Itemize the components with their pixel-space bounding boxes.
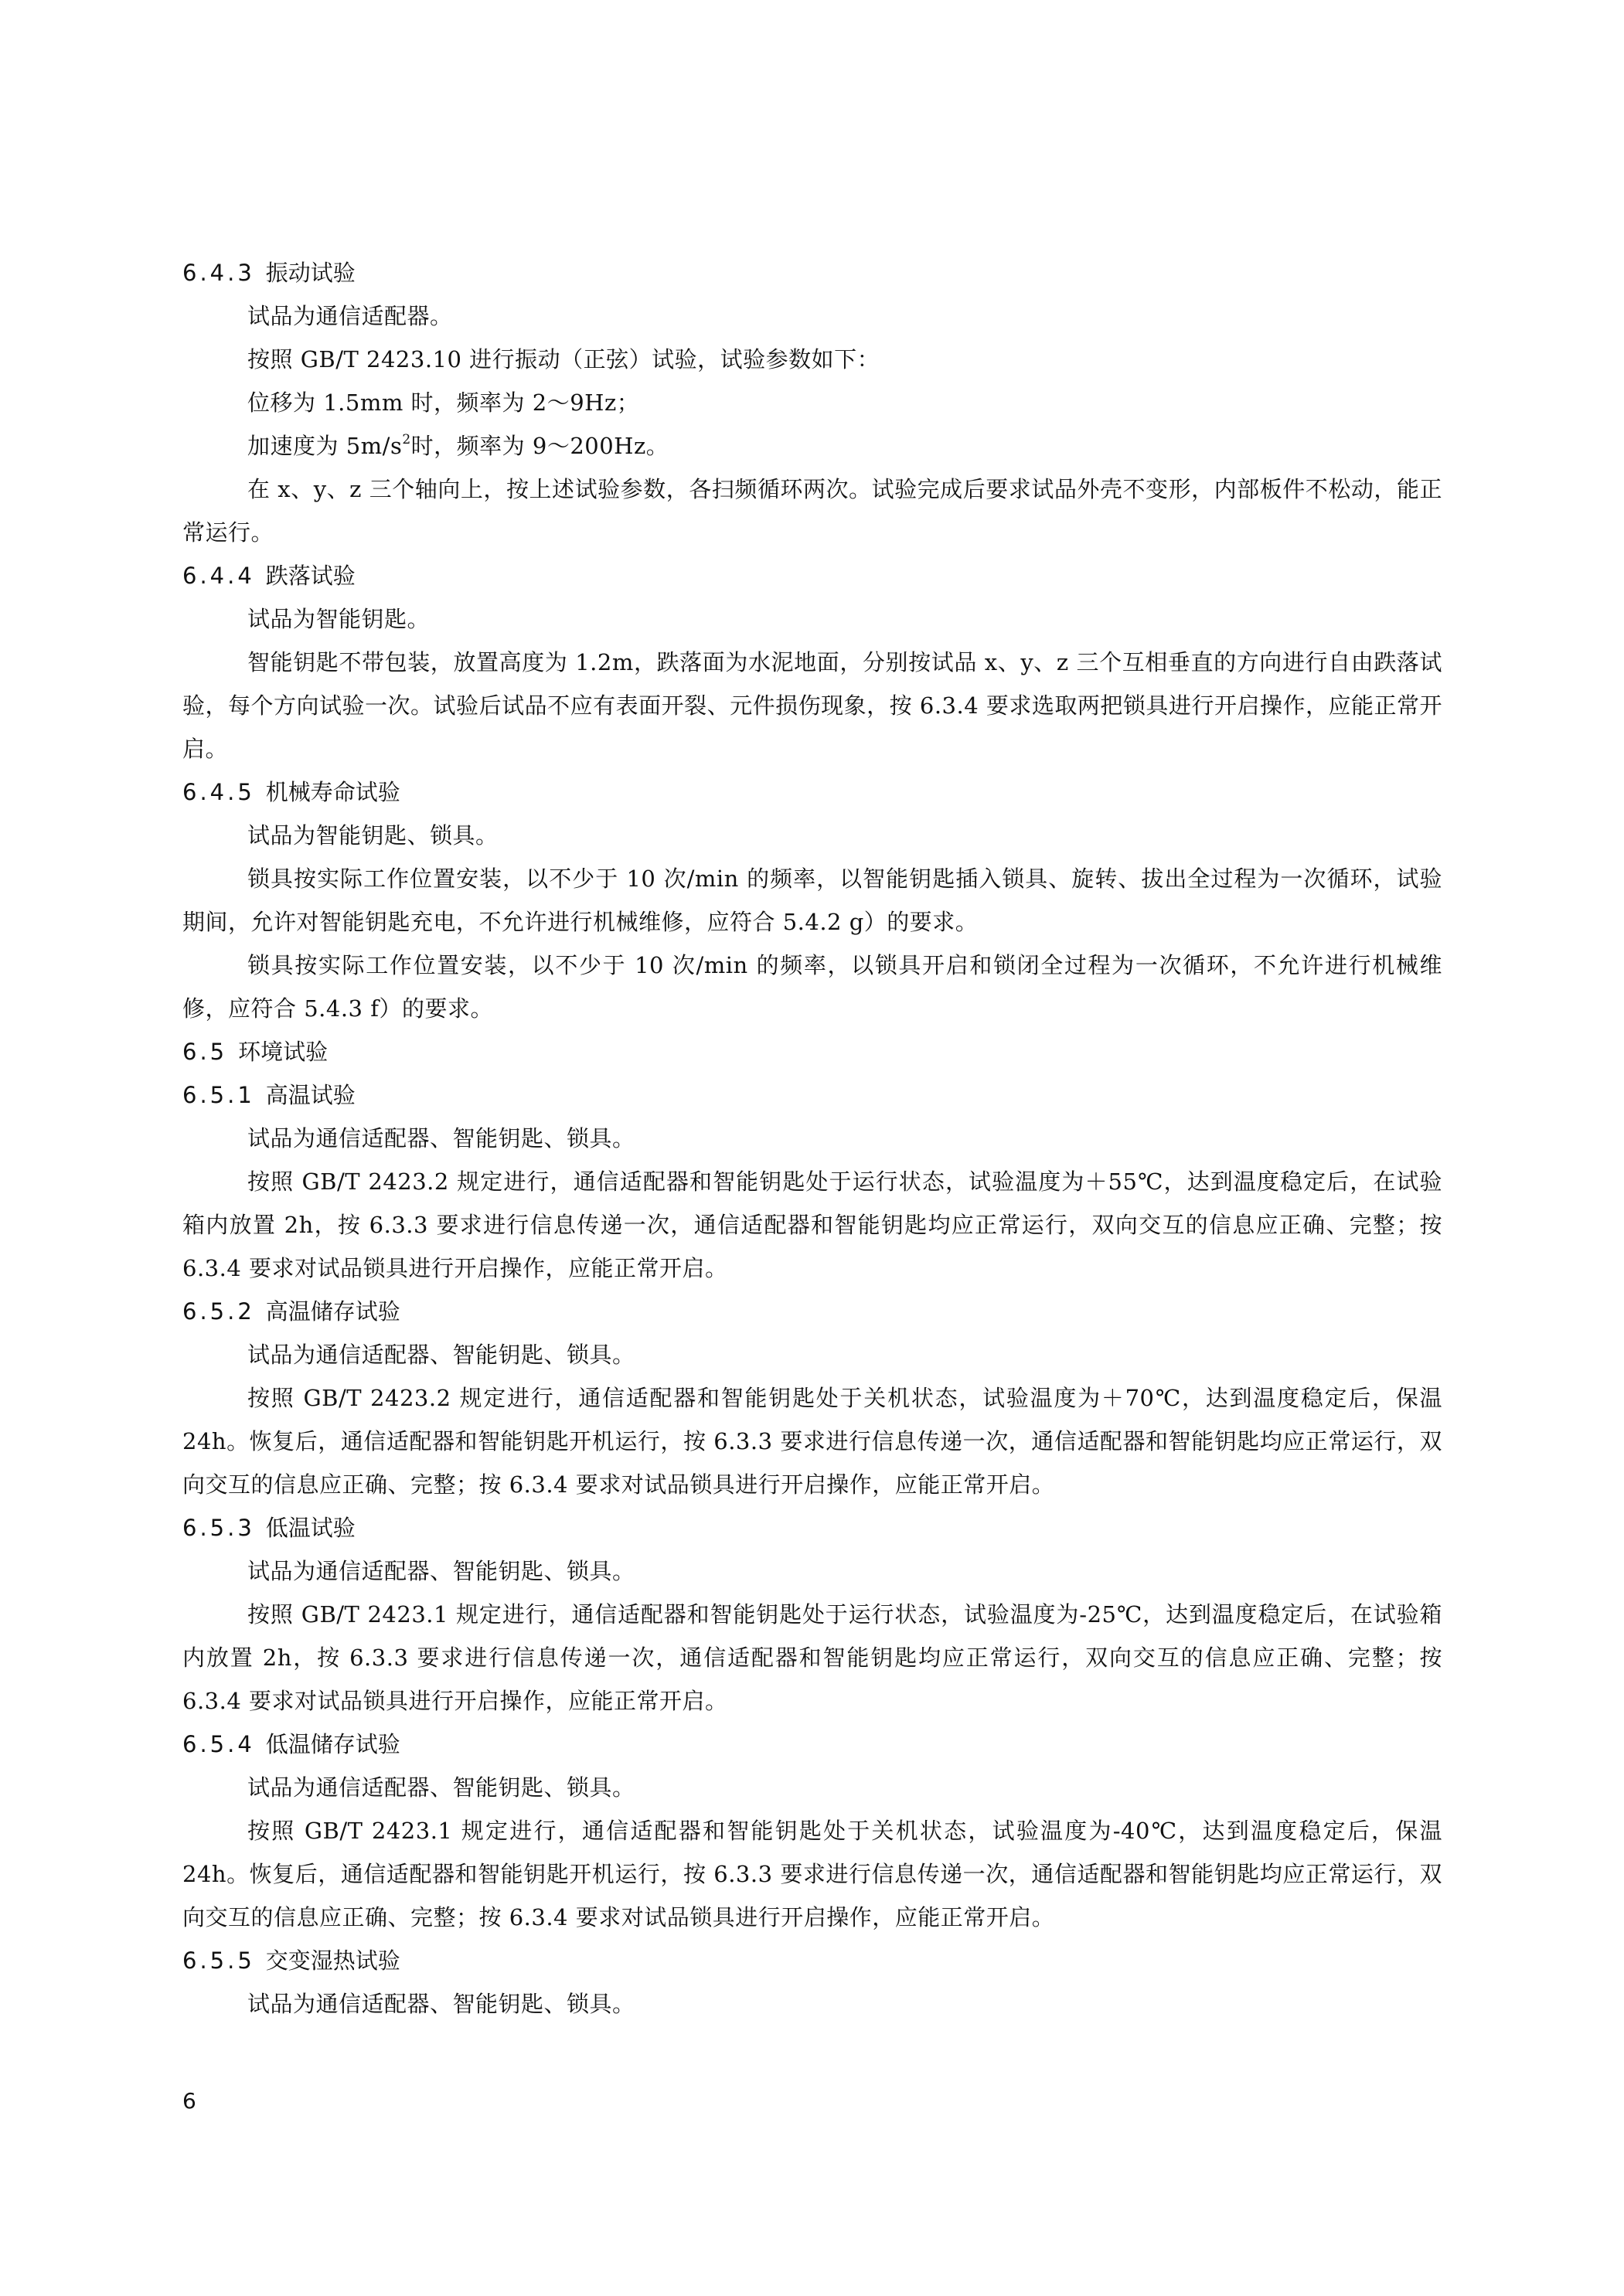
section-title: 环境试验	[238, 1039, 329, 1065]
paragraph-text: 时，频率为 9～200Hz。	[410, 433, 669, 459]
paragraph: 锁具按实际工作位置安装，以不少于 10 次/min 的频率，以锁具开启和锁闭全过程为一次循环，不允许进行机械维修，应符合 5.4.3 f）的要求。	[182, 952, 1442, 1022]
section-heading-6-5-4	[182, 1723, 1442, 1766]
paragraph: 试品为通信适配器、智能钥匙、锁具。	[247, 1991, 635, 2017]
paragraph: 锁具按实际工作位置安装，以不少于 10 次/min 的频率，以智能钥匙插入锁具、旋转、拔出全过程为一次循环，试验期间，允许对智能钥匙充电，不允许进行机械维修，应符合 5.4.2 g）的要求。	[182, 866, 1442, 935]
section-heading-6-4-3	[182, 251, 1442, 294]
paragraph: 按照 GB/T 2423.1 规定进行，通信适配器和智能钥匙处于运行状态，试验温度为-25℃，达到温度稳定后，在试验箱内放置 2h，按 6.3.3 要求进行信息传递一次，通信适配器和智能钥匙均应正常运行，双向交互的信息应正确、完整；按 6.3.4 要求对试品锁具进行开启操作，应能正常开启。	[182, 1601, 1442, 1714]
paragraph: 试品为智能钥匙。	[247, 606, 431, 632]
paragraph: 试品为智能钥匙、锁具。	[247, 822, 499, 849]
section-number: 6.5.5	[182, 1947, 255, 1974]
section-title: 高温储存试验	[265, 1298, 400, 1325]
paragraph	[182, 424, 1442, 468]
paragraph: 智能钥匙不带包装，放置高度为 1.2m，跌落面为水泥地面，分别按试品 x、y、z 三个互相垂直的方向进行自由跌落试验，每个方向试验一次。试验后试品不应有表面开裂、元件损伤现象，按 6.3.4 要求选取两把锁具进行开启操作，应能正常开启。	[182, 649, 1442, 762]
paragraph: 试品为通信适配器、智能钥匙、锁具。	[247, 1558, 635, 1584]
paragraph: 在 x、y、z 三个轴向上，按上述试验参数，各扫频循环两次。试验完成后要求试品外壳不变形，内部板件不松动，能正常运行。	[182, 476, 1442, 546]
section-title: 低温储存试验	[265, 1731, 400, 1757]
page-content	[182, 251, 1442, 2026]
section-title: 机械寿命试验	[265, 779, 400, 805]
section-number: 6.4.3	[182, 260, 255, 286]
section-number: 6.5.1	[182, 1082, 255, 1108]
section-title: 交变湿热试验	[265, 1947, 400, 1974]
section-heading-6-5-3	[182, 1506, 1442, 1549]
paragraph: 按照 GB/T 2423.2 规定进行，通信适配器和智能钥匙处于运行状态，试验温度为＋55℃，达到温度稳定后，在试验箱内放置 2h，按 6.3.3 要求进行信息传递一次，通信适配器和智能钥匙均应正常运行，双向交互的信息应正确、完整；按 6.3.4 要求对试品锁具进行开启操作，应能正常开启。	[182, 1168, 1442, 1281]
superscript: 2	[402, 432, 411, 448]
paragraph-text: 加速度为 5m/s	[247, 433, 403, 459]
section-heading-6-4-4	[182, 554, 1442, 597]
section-heading-6-5	[182, 1030, 1442, 1073]
paragraph: 试品为通信适配器、智能钥匙、锁具。	[247, 1125, 635, 1151]
section-number: 6.5.3	[182, 1515, 255, 1541]
section-number: 6.5.2	[182, 1298, 255, 1325]
section-heading-6-5-2	[182, 1290, 1442, 1333]
paragraph: 按照 GB/T 2423.1 规定进行，通信适配器和智能钥匙处于关机状态，试验温度为-40℃，达到温度稳定后，保温 24h。恢复后，通信适配器和智能钥匙开机运行，按 6.3.3 要求进行信息传递一次，通信适配器和智能钥匙均应正常运行，双向交互的信息应正确、完整；按 6.3.4 要求对试品锁具进行开启操作，应能正常开启。	[182, 1818, 1442, 1930]
paragraph: 按照 GB/T 2423.10 进行振动（正弦）试验，试验参数如下：	[247, 346, 880, 372]
page-number: 6	[182, 2088, 196, 2114]
section-heading-6-5-5	[182, 1939, 1442, 1982]
paragraph: 试品为通信适配器。	[247, 303, 453, 329]
section-number: 6.4.5	[182, 779, 255, 805]
section-number: 6.5.4	[182, 1731, 255, 1757]
paragraph: 试品为通信适配器、智能钥匙、锁具。	[247, 1342, 635, 1368]
paragraph: 按照 GB/T 2423.2 规定进行，通信适配器和智能钥匙处于关机状态，试验温度为＋70℃，达到温度稳定后，保温 24h。恢复后，通信适配器和智能钥匙开机运行，按 6.3.3 要求进行信息传递一次，通信适配器和智能钥匙均应正常运行，双向交互的信息应正确、完整；按 6.3.4 要求对试品锁具进行开启操作，应能正常开启。	[182, 1385, 1442, 1498]
paragraph: 位移为 1.5mm 时，频率为 2～9Hz；	[247, 389, 640, 416]
section-number: 6.4.4	[182, 563, 255, 589]
section-heading-6-4-5	[182, 770, 1442, 814]
section-heading-6-5-1	[182, 1073, 1442, 1117]
section-title: 跌落试验	[265, 563, 356, 589]
section-title: 振动试验	[265, 260, 356, 286]
section-title: 高温试验	[265, 1082, 356, 1108]
section-title: 低温试验	[265, 1515, 356, 1541]
section-number: 6.5	[182, 1039, 228, 1065]
paragraph: 试品为通信适配器、智能钥匙、锁具。	[247, 1774, 635, 1801]
